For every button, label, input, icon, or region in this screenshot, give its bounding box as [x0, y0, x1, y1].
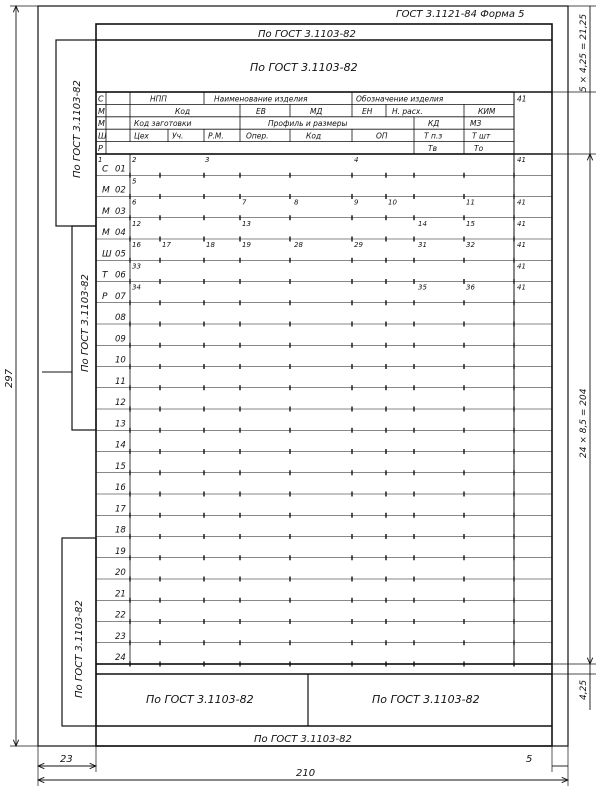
- column-mark: 41: [517, 241, 526, 249]
- row-number: 17: [115, 504, 126, 515]
- body-table: [96, 154, 552, 667]
- row-label: М: [102, 185, 110, 196]
- body-row: [96, 462, 552, 476]
- column-mark: 29: [354, 241, 363, 249]
- header-cell: ОП: [376, 131, 388, 141]
- header-cell: Тв: [428, 144, 438, 153]
- header-cell: Т шт: [472, 131, 491, 141]
- column-mark: 11: [466, 198, 475, 207]
- row-label: Т: [102, 270, 108, 281]
- row-number: 18: [115, 525, 126, 536]
- row-number: 10: [115, 355, 126, 366]
- header-cell: НПП: [150, 94, 167, 104]
- footer-label: По ГОСТ 3.1103-82: [254, 734, 352, 745]
- bottom-right-label: По ГОСТ 3.1103-82: [372, 693, 480, 706]
- column-mark: 5: [132, 177, 137, 186]
- row-number: 24: [115, 653, 126, 663]
- header-cell: Опер.: [246, 131, 269, 141]
- form-title: ГОСТ 3.1121-84 Форма 5: [396, 9, 525, 20]
- header-row-code: Р: [98, 144, 103, 153]
- column-mark: 7: [242, 198, 247, 207]
- dim-width: 210: [296, 768, 316, 779]
- column-mark: 1: [98, 156, 103, 164]
- dim-bottom-gap: 4,25: [579, 679, 589, 700]
- header-row-code: М: [98, 106, 105, 116]
- row-number: 03: [115, 206, 126, 217]
- column-mark: 12: [132, 219, 141, 228]
- body-row: [96, 568, 552, 582]
- body-row: [96, 156, 552, 178]
- row-number: 06: [115, 270, 126, 281]
- header-cell: Уч.: [172, 131, 184, 141]
- column-mark: 10: [388, 198, 397, 207]
- body-row: [96, 483, 552, 497]
- column-mark: 15: [466, 219, 475, 228]
- dim-body-rows: 24 × 8,5 = 204: [579, 388, 589, 458]
- dim-height: 297: [4, 368, 15, 388]
- header-cell: Т п.з: [424, 131, 443, 141]
- dim-left-margin: 23: [60, 754, 73, 765]
- column-mark: 14: [418, 219, 427, 228]
- body-row: [96, 441, 552, 455]
- body-row: [96, 177, 552, 199]
- row-number: 09: [115, 334, 126, 345]
- row-number: 15: [115, 461, 126, 472]
- column-mark: 13: [242, 219, 251, 228]
- row-number: 11: [115, 376, 126, 387]
- header-cell: Код: [175, 106, 191, 116]
- header-cell: То: [474, 144, 484, 153]
- body-row: [96, 419, 552, 433]
- header-cell: Н. расх.: [392, 106, 423, 116]
- row-label: С: [102, 164, 109, 175]
- header-cell: ЕН: [362, 106, 373, 116]
- header-cell: МД: [310, 106, 323, 116]
- column-mark: 4: [354, 156, 359, 164]
- row-number: 22: [115, 610, 126, 621]
- column-mark: 36: [466, 283, 475, 292]
- row-number: 14: [115, 440, 126, 451]
- stamp-label: По ГОСТ 3.1103-82: [250, 61, 358, 74]
- row-number: 02: [115, 185, 126, 196]
- column-mark: 41: [517, 156, 526, 164]
- column-mark: 35: [418, 283, 427, 292]
- body-row: [96, 356, 552, 370]
- header-cell: КИМ: [478, 106, 496, 116]
- column-mark: 8: [294, 198, 299, 207]
- header-table: [96, 92, 527, 154]
- header-cell: Р.М.: [208, 131, 224, 141]
- body-row: [96, 284, 552, 306]
- column-mark: 6: [132, 198, 137, 207]
- header-cell: Код: [306, 131, 322, 141]
- header-cell: МЗ: [470, 119, 482, 129]
- row-label: Р: [102, 291, 108, 302]
- row-number: 13: [115, 419, 126, 430]
- row-number: 19: [115, 546, 126, 557]
- dim-header-rows: 5 × 4,25 = 21,25: [579, 13, 589, 92]
- header-row-code: С: [98, 94, 104, 104]
- row-number: 01: [115, 164, 126, 175]
- top-label: По ГОСТ 3.1103-82: [258, 29, 356, 40]
- body-row: [96, 589, 552, 603]
- body-row: [96, 398, 552, 412]
- column-mark: 31: [418, 241, 427, 249]
- body-row: [96, 632, 552, 646]
- column-mark: 41: [517, 283, 526, 292]
- column-mark: 28: [294, 241, 303, 249]
- column-mark: 18: [206, 241, 215, 249]
- column-mark: 2: [132, 156, 137, 164]
- row-number: 20: [115, 568, 126, 578]
- side-label-top: По ГОСТ 3.1103-82: [72, 80, 83, 178]
- body-row: [96, 199, 552, 221]
- column-mark: 41: [517, 219, 526, 228]
- column-mark: 17: [162, 241, 171, 249]
- row-number: 08: [115, 313, 126, 323]
- row-number: 12: [115, 398, 126, 408]
- header-row-code: Ш: [98, 131, 107, 141]
- body-row: [96, 241, 552, 263]
- row-number: 21: [115, 589, 126, 600]
- header-cell: Наименование изделия: [214, 94, 308, 104]
- body-row: [96, 220, 552, 242]
- dim-right-margin: 5: [526, 754, 533, 765]
- body-row: [96, 313, 552, 327]
- side-label-bot: По ГОСТ 3.1103-82: [74, 600, 85, 698]
- header-cell: КД: [428, 119, 440, 129]
- row-label: Ш: [102, 249, 112, 260]
- body-row: [96, 547, 552, 561]
- body-row: [96, 611, 552, 625]
- row-label: М: [102, 206, 110, 217]
- header-row-code: М: [98, 119, 105, 129]
- header-cell: Обозначение изделия: [356, 94, 444, 104]
- header-cell: Цех: [134, 131, 149, 141]
- side-label-mid: По ГОСТ 3.1103-82: [80, 274, 91, 372]
- header-cell: Код заготовки: [134, 119, 192, 129]
- column-mark: 16: [132, 241, 141, 249]
- column-mark: 41: [517, 262, 526, 271]
- body-row: [96, 526, 552, 540]
- column-mark: 33: [132, 262, 141, 271]
- row-number: 07: [115, 291, 126, 302]
- header-cell: ЕВ: [256, 106, 266, 116]
- body-row: [96, 262, 552, 284]
- row-number: 16: [115, 483, 126, 493]
- row-number: 23: [115, 631, 126, 642]
- row-number: 04: [115, 228, 126, 238]
- body-row: [96, 377, 552, 391]
- header-cell: Профиль и размеры: [268, 119, 348, 129]
- bottom-left-label: По ГОСТ 3.1103-82: [146, 693, 254, 706]
- row-label: М: [102, 228, 110, 238]
- column-mark: 41: [517, 198, 526, 207]
- column-mark: 34: [132, 283, 141, 292]
- header-row-tail: 41: [517, 94, 527, 104]
- column-mark: 32: [466, 241, 475, 249]
- body-row: [96, 504, 552, 518]
- body-row: [96, 334, 552, 348]
- row-number: 05: [115, 249, 126, 260]
- column-mark: 3: [205, 156, 210, 164]
- column-mark: 19: [242, 241, 251, 249]
- column-mark: 9: [354, 198, 359, 207]
